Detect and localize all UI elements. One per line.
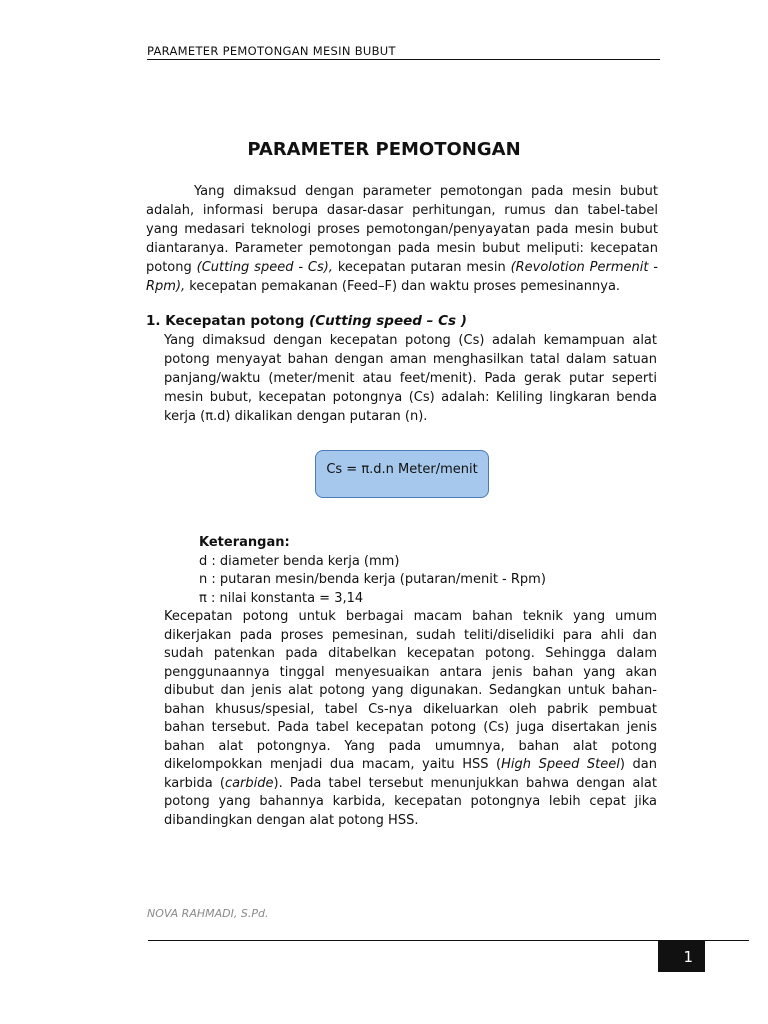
- section-1-heading: [146, 313, 467, 329]
- section-1-body-2: [164, 608, 657, 830]
- intro-text-3: kecepatan pemakanan (Feed–F) dan waktu proses pemesinannya.: [185, 279, 621, 294]
- author-name: NOVA RAHMADI, S.Pd.: [147, 907, 269, 920]
- intro-text-1: Yang dimaksud dengan parameter pemotongan pada mesin bubut adalah, informasi berupa dasar-dasar perhitungan, rumus dan tabel-tabel yang medasari teknologi proses pemotongan/penyayatan pada mesin bubut diantaranya. Parameter pemotongan pada mesin bubut meliputi: kecepatan potong: [146, 184, 658, 275]
- keterangan-item-pi: π : nilai konstanta = 3,14: [199, 590, 364, 606]
- intro-italic-2: (Revolotion Permenit - Rpm),: [146, 260, 659, 294]
- keterangan-item-n: n : putaran mesin/benda kerja (putaran/menit - Rpm): [199, 572, 546, 587]
- body2-text-2: ) dan karbida (: [164, 757, 657, 791]
- intro-italic-1: (Cutting speed - Cs),: [196, 260, 333, 275]
- body2-text-3: ). Pada tabel tersebut menunjukkan bahwa dengan alat potong yang bahannya karbida, kecepatan potongnya lebih cepat jika dibandingkan dengan alat potong HSS.: [164, 775, 657, 828]
- keterangan-heading: Keterangan:: [199, 535, 290, 550]
- intro-text-2: kecepatan putaran mesin: [332, 260, 511, 275]
- body2-text-1: Kecepatan potong untuk berbagai macam bahan teknik yang umum dikerjakan pada proses pemesinan, sudah teliti/diselidiki para ahli dan sudah patenkan pada ditabelkan kecepatan potong. Sehingga dalam penggunaannya tinggal menyesuaikan antara jenis bahan yang akan dibubut dan jenis alat potong yang digunakan. Sedangkan untuk bahan-bahan khusus/spesial, tabel Cs-nya dikeluarkan oleh pabrik pembuat bahan tersebut. Pada tabel kecepatan potong (Cs) juga disertakan jenis bahan alat potongnya. Yang pada umumnya, bahan alat potong dikelompokkan menjadi dua macam, yaitu HSS (: [164, 609, 657, 772]
- page-number: 1: [658, 941, 705, 972]
- body2-italic-1: High Speed Steel: [501, 757, 620, 772]
- keterangan-item-d: d : diameter benda kerja (mm): [199, 553, 400, 569]
- page-title: PARAMETER PEMOTONGAN: [247, 139, 521, 160]
- running-header: PARAMETER PEMOTONGAN MESIN BUBUT: [147, 44, 660, 60]
- section-1-heading-text: Kecepatan potong: [165, 313, 305, 329]
- section-1-number: 1.: [146, 313, 161, 329]
- formula-text: Cs = π.d.n Meter/menit: [326, 462, 478, 477]
- section-1-body: Yang dimaksud dengan kecepatan potong (Cs) adalah kemampuan alat potong menyayat bahan dengan aman menghasilkan tatal dalam satuan panjang/waktu (meter/menit atau feet/menit). Pada gerak putar seperti mesin bubut, kecepatan potongnya (Cs) adalah: Keliling lingkaran benda kerja (π.d) dikalikan dengan putaran (n).: [164, 333, 657, 424]
- keterangan-block: [199, 534, 619, 608]
- formula-box: [315, 450, 489, 498]
- body2-italic-2: carbide: [224, 775, 274, 791]
- intro-paragraph: [146, 182, 658, 296]
- section-1-heading-italic: (Cutting speed – Cs ): [309, 313, 467, 329]
